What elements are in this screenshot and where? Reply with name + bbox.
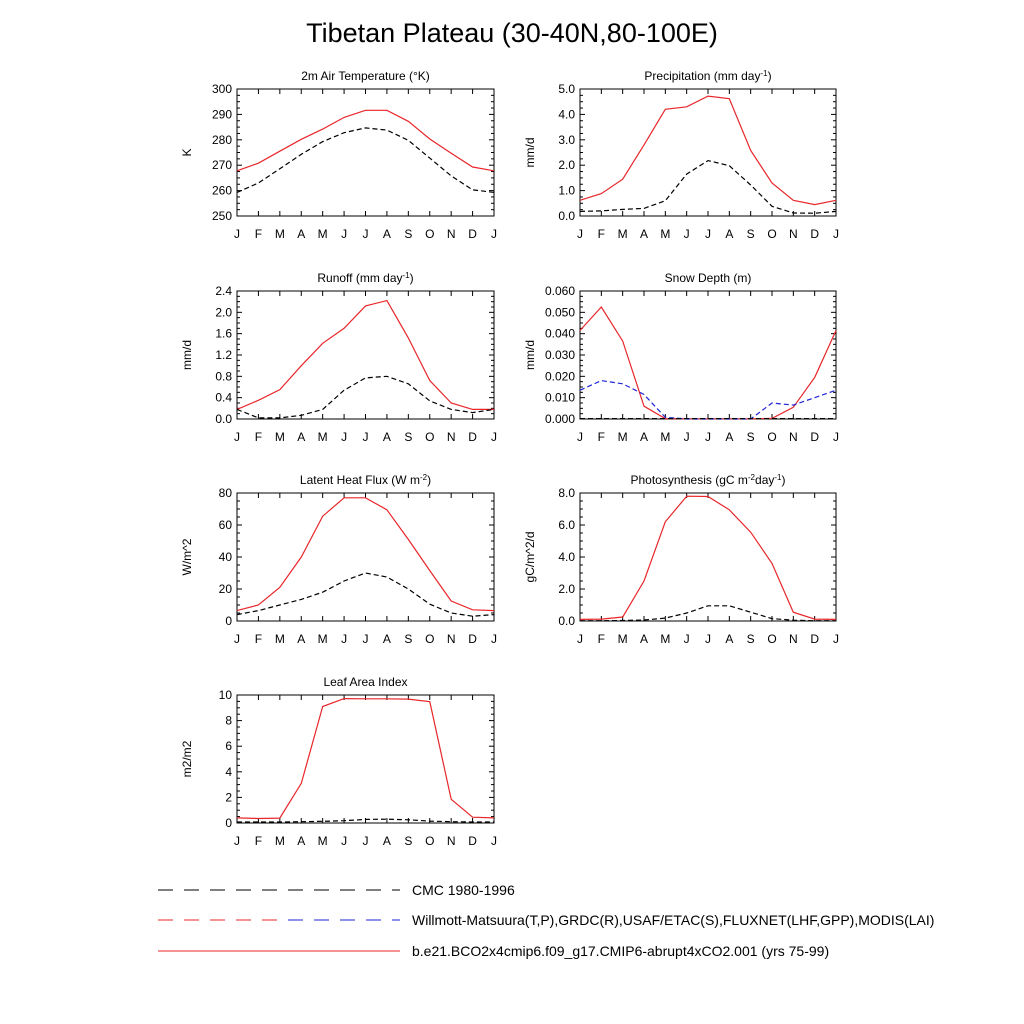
y-tick-label: 3.0: [558, 132, 575, 147]
x-tick-label: F: [597, 227, 606, 241]
plot-frame: [237, 695, 494, 823]
x-tick-label: J: [341, 227, 348, 241]
x-tick-label: F: [597, 632, 606, 646]
panel-title: 2m Air Temperature (°K): [301, 69, 430, 83]
x-tick-label: M: [274, 632, 285, 646]
x-tick-label: S: [404, 430, 413, 444]
y-tick-label: 6.0: [558, 518, 575, 532]
x-tick-label: J: [362, 430, 369, 444]
y-axis-label: gC/m^2/d: [523, 531, 537, 583]
x-tick-label: F: [254, 227, 263, 241]
x-tick-label: M: [660, 227, 671, 241]
plot-frame: [580, 89, 836, 216]
x-tick-label: D: [468, 227, 477, 241]
y-tick-label: 0: [225, 614, 232, 628]
panel-title: Snow Depth (m): [664, 271, 752, 285]
x-tick-label: J: [577, 632, 583, 646]
panel: [523, 271, 839, 444]
figure-title: Tibetan Plateau (30-40N,80-100E): [306, 18, 718, 48]
x-tick-label: A: [639, 430, 649, 444]
x-tick-label: A: [639, 632, 649, 646]
series-line-model: [580, 96, 836, 205]
x-tick-label: J: [683, 227, 690, 241]
y-axis-label: K: [180, 148, 194, 157]
x-tick-label: J: [341, 430, 348, 444]
y-tick-label: 260: [211, 183, 232, 198]
x-tick-label: O: [425, 227, 435, 241]
x-tick-label: N: [788, 227, 798, 241]
x-tick-label: M: [274, 227, 285, 241]
y-tick-label: 0.4: [215, 390, 232, 405]
x-tick-label: M: [317, 430, 328, 444]
x-tick-label: S: [746, 430, 755, 444]
x-tick-label: A: [297, 430, 306, 444]
series-line-model: [237, 110, 494, 171]
x-tick-label: D: [810, 430, 820, 444]
series-line-model: [237, 699, 494, 819]
x-tick-label: A: [297, 227, 306, 241]
x-tick-label: S: [404, 834, 413, 848]
x-tick-label: A: [725, 430, 734, 444]
x-tick-label: O: [425, 430, 435, 444]
x-tick-label: J: [362, 632, 369, 646]
x-tick-label: A: [725, 632, 734, 646]
series-line-model: [580, 307, 836, 419]
x-tick-label: M: [617, 227, 628, 241]
x-tick-label: D: [810, 227, 820, 241]
panel-title: Latent Heat Flux (W $m^{-2}$): [299, 472, 432, 487]
x-tick-label: F: [597, 430, 606, 444]
x-tick-label: J: [234, 430, 240, 444]
series-line-model: [237, 301, 494, 410]
x-tick-label: J: [362, 227, 369, 241]
x-tick-label: O: [767, 430, 777, 444]
x-tick-label: M: [617, 632, 628, 646]
x-tick-label: N: [446, 834, 456, 848]
x-tick-label: F: [254, 834, 263, 848]
x-tick-label: N: [446, 632, 456, 646]
y-tick-label: 6: [225, 739, 232, 754]
plot-frame: [237, 291, 494, 419]
y-tick-label: 4.0: [558, 550, 575, 564]
x-tick-label: J: [833, 632, 839, 646]
x-tick-label: D: [468, 430, 477, 444]
legend-label: CMC 1980-1996: [412, 882, 515, 898]
x-tick-label: A: [382, 227, 391, 241]
y-tick-label: 4: [225, 764, 232, 779]
series-line-obs_alt: [580, 381, 836, 419]
panel: [180, 675, 497, 848]
series-line-obs: [237, 376, 494, 418]
x-tick-label: M: [617, 430, 628, 444]
x-tick-label: O: [767, 227, 777, 241]
x-tick-label: J: [362, 834, 369, 848]
y-tick-label: 2.0: [558, 158, 575, 173]
x-tick-label: D: [468, 834, 477, 848]
x-tick-label: M: [274, 834, 285, 848]
x-tick-label: O: [767, 632, 777, 646]
plot-frame: [580, 291, 836, 419]
panel: [180, 69, 497, 241]
y-tick-label: 2.0: [215, 305, 232, 320]
x-tick-label: A: [639, 227, 649, 241]
x-tick-label: S: [746, 632, 755, 646]
series-line-obs: [237, 573, 494, 616]
y-tick-label: 0.050: [544, 305, 575, 320]
x-tick-label: S: [746, 227, 755, 241]
y-tick-label: 0.0: [558, 614, 575, 628]
x-tick-label: J: [683, 632, 690, 646]
y-tick-label: 250: [211, 209, 232, 223]
x-tick-label: A: [382, 632, 391, 646]
y-tick-label: 0.000: [544, 412, 575, 426]
y-tick-label: 0.8: [215, 369, 232, 384]
x-tick-label: A: [725, 227, 734, 241]
x-tick-label: J: [341, 834, 348, 848]
y-axis-label: W/m^2: [180, 538, 194, 576]
y-tick-label: 290: [211, 107, 232, 122]
y-tick-label: 60: [218, 518, 232, 532]
x-tick-label: J: [491, 834, 497, 848]
x-tick-label: J: [705, 227, 711, 241]
series-line-model: [580, 496, 836, 619]
y-tick-label: 5.0: [558, 82, 575, 96]
y-axis-label: mm/d: [180, 340, 194, 370]
panel-title: Runoff (mm day$^{-1}$): [317, 270, 414, 285]
series-line-obs: [237, 128, 494, 192]
y-tick-label: 1.6: [215, 326, 232, 341]
panel-title: Leaf Area Index: [323, 675, 408, 689]
x-tick-label: A: [297, 632, 306, 646]
y-axis-label: mm/d: [523, 137, 537, 168]
legend-label: b.e21.BCO2x4cmip6.f09_g17.CMIP6-abrupt4xCO2.001 (yrs 75-99): [412, 943, 830, 959]
y-tick-label: 40: [218, 550, 232, 564]
y-tick-label: 2.4: [215, 284, 232, 298]
x-tick-label: J: [683, 430, 690, 444]
panel: [523, 473, 839, 647]
x-tick-label: J: [705, 430, 711, 444]
x-tick-label: J: [577, 227, 583, 241]
y-tick-label: 1.0: [558, 183, 575, 198]
x-tick-label: M: [317, 227, 328, 241]
y-tick-label: 8: [225, 713, 232, 728]
x-tick-label: A: [382, 430, 391, 444]
x-tick-label: J: [577, 430, 583, 444]
x-tick-label: J: [491, 632, 497, 646]
x-tick-label: S: [404, 632, 413, 646]
y-tick-label: 0.060: [544, 284, 575, 298]
y-tick-label: 4.0: [558, 107, 575, 122]
legend-label: Willmott-Matsuura(T,P),GRDC(R),USAF/ETAC(S),FLUXNET(LHF,GPP),MODIS(LAI): [412, 912, 935, 928]
y-tick-label: 300: [211, 82, 232, 96]
x-tick-label: S: [404, 227, 413, 241]
x-tick-label: M: [317, 834, 328, 848]
y-tick-label: 8.0: [558, 486, 575, 500]
x-tick-label: J: [705, 632, 711, 646]
x-tick-label: M: [660, 430, 671, 444]
x-tick-label: N: [446, 430, 456, 444]
x-tick-label: M: [317, 632, 328, 646]
x-tick-label: N: [446, 227, 456, 241]
x-tick-label: J: [234, 632, 240, 646]
panel-title: Photosynthesis (gC $m^{-2}day^{-1}$): [630, 472, 786, 487]
x-tick-label: N: [788, 632, 798, 646]
series-line-obs: [580, 161, 836, 214]
y-tick-label: 2: [225, 790, 232, 805]
y-tick-label: 0.0: [215, 412, 232, 426]
x-tick-label: F: [254, 430, 263, 444]
y-axis-label: m2/m2: [180, 740, 194, 778]
x-tick-label: D: [468, 632, 477, 646]
x-tick-label: O: [425, 632, 435, 646]
x-tick-label: J: [234, 834, 240, 848]
y-tick-label: 0.030: [544, 348, 575, 362]
x-tick-label: J: [234, 227, 240, 241]
y-tick-label: 80: [218, 486, 232, 500]
y-tick-label: 20: [218, 582, 232, 596]
panel: [180, 271, 497, 445]
x-tick-label: J: [833, 227, 839, 241]
x-tick-label: J: [491, 227, 497, 241]
x-tick-label: D: [810, 632, 820, 646]
y-tick-label: 0: [225, 816, 232, 830]
x-tick-label: F: [254, 632, 263, 646]
plot-frame: [580, 493, 836, 621]
plot-frame: [237, 89, 494, 216]
x-tick-label: J: [833, 430, 839, 444]
panel: [523, 69, 839, 242]
y-tick-label: 0.0: [558, 209, 575, 223]
y-tick-label: 10: [218, 688, 232, 702]
y-tick-label: 1.2: [215, 348, 232, 362]
y-tick-label: 270: [211, 158, 232, 173]
x-tick-label: O: [425, 834, 435, 848]
series-line-model: [237, 498, 494, 611]
x-tick-label: J: [491, 430, 497, 444]
x-tick-label: A: [382, 834, 391, 848]
y-tick-label: 0.020: [544, 369, 575, 384]
x-tick-label: N: [788, 430, 798, 444]
y-tick-label: 0.040: [544, 326, 575, 341]
x-tick-label: A: [297, 834, 306, 848]
x-tick-label: M: [660, 632, 671, 646]
panel-title: Precipitation (mm day$^{-1}$): [644, 68, 772, 83]
panel: [180, 473, 497, 647]
y-tick-label: 0.010: [544, 390, 575, 405]
x-tick-label: M: [274, 430, 285, 444]
x-tick-label: J: [341, 632, 348, 646]
plot-frame: [237, 493, 494, 621]
legend: [158, 882, 934, 959]
y-tick-label: 280: [211, 132, 232, 147]
y-tick-label: 2.0: [558, 582, 575, 596]
y-axis-label: mm/d: [523, 340, 537, 370]
